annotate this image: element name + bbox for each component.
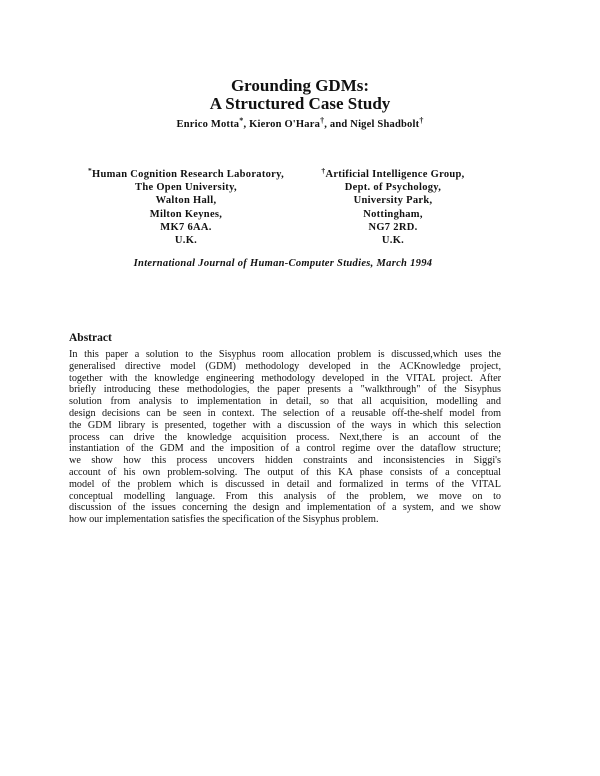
paper-title-line-2: A Structured Case Study (209, 94, 391, 113)
affiliation-line: MK7 6AA. (160, 221, 212, 233)
affiliation-line: Dept. of Psychology, (344, 182, 442, 194)
author-list (0, 116, 600, 130)
abstract-line: we show how this process uncovers hidden constraints and inconsistencies in Siggi's (69, 455, 501, 467)
affiliation-mark: * (87, 166, 93, 175)
abstract-line: together with the knowledge engineering methodology developed in the VITAL project. After (69, 372, 501, 384)
affiliation-line: U.K. (174, 235, 198, 247)
abstract-line: briefly introducing these methodologies, the paper presents a "walkthrough" of the Sisyphus (69, 384, 501, 396)
abstract-line: design decisions can be seen in context. The selection of a reusable off-the-shelf model from (69, 407, 501, 419)
abstract-line: generalised directive model (GDM) methodology developed in the ACKnowledge project, (69, 360, 501, 372)
affiliation-line: U.K. (381, 235, 405, 247)
abstract-body (69, 349, 501, 526)
abstract-line: conceptual modelling language. From this analysis of the problem, we move on to (69, 490, 501, 502)
affiliation-line: Nottingham, (363, 208, 423, 220)
abstract-line: account of his own problem-solving. The output of this KA phase consists of a conceptual (69, 466, 501, 478)
author-name: Enrico Motta (176, 119, 240, 130)
author-footnote-mark: † (419, 116, 424, 125)
abstract-heading: Abstract (69, 332, 112, 344)
abstract-line: discussion of the issues concerning the design and implementation of a system, and we show (69, 502, 501, 514)
abstract-line: instantiation of the GDM and the imposition of a control regime over the dataflow structure; (69, 443, 501, 455)
abstract-line: how our implementation satisfies the specification of the Sisyphus problem. (69, 514, 379, 526)
affiliation-mark: † (321, 166, 326, 175)
author-footnote-mark: † (320, 116, 325, 125)
abstract-line: the GDM library is presented, together with a discussion of the ways in which this selection (69, 419, 501, 431)
author-separator: , (243, 119, 250, 130)
abstract-line: process can drive the knowledge acquisition process. Next,there is an account of the (69, 431, 501, 443)
affiliation-line: †Artificial Intelligence Group, (321, 166, 465, 180)
affiliation-line: *Human Cognition Research Laboratory, (87, 166, 285, 180)
affiliation-line: Milton Keynes, (149, 208, 223, 220)
author-separator: , and (324, 119, 351, 130)
journal-citation: International Journal of Human-Computer Studies, March 1994 (133, 258, 433, 269)
affiliation-right (304, 168, 482, 247)
abstract-line: model of the problem which is discussed in detail and formalized in terms of the VITAL (69, 478, 501, 490)
affiliation-left (68, 168, 304, 247)
affiliation-line: NG7 2RD. (368, 221, 418, 233)
author-name: Kieron O'Hara (249, 119, 321, 130)
affiliation-line: University Park, (353, 195, 433, 207)
affiliation-line: Walton Hall, (155, 195, 217, 207)
abstract-line: solution from analysis to implementation in detail, so that all acquisition, modelling and (69, 396, 501, 408)
affiliation-line: The Open University, (135, 182, 237, 194)
paper-title-line-1: Grounding GDMs: (230, 76, 370, 95)
abstract-line: In this paper a solution to the Sisyphus room allocation problem is discussed,which uses the (69, 349, 501, 360)
author-name: Nigel Shadbolt (350, 119, 420, 130)
author-footnote-mark: * (239, 116, 244, 125)
